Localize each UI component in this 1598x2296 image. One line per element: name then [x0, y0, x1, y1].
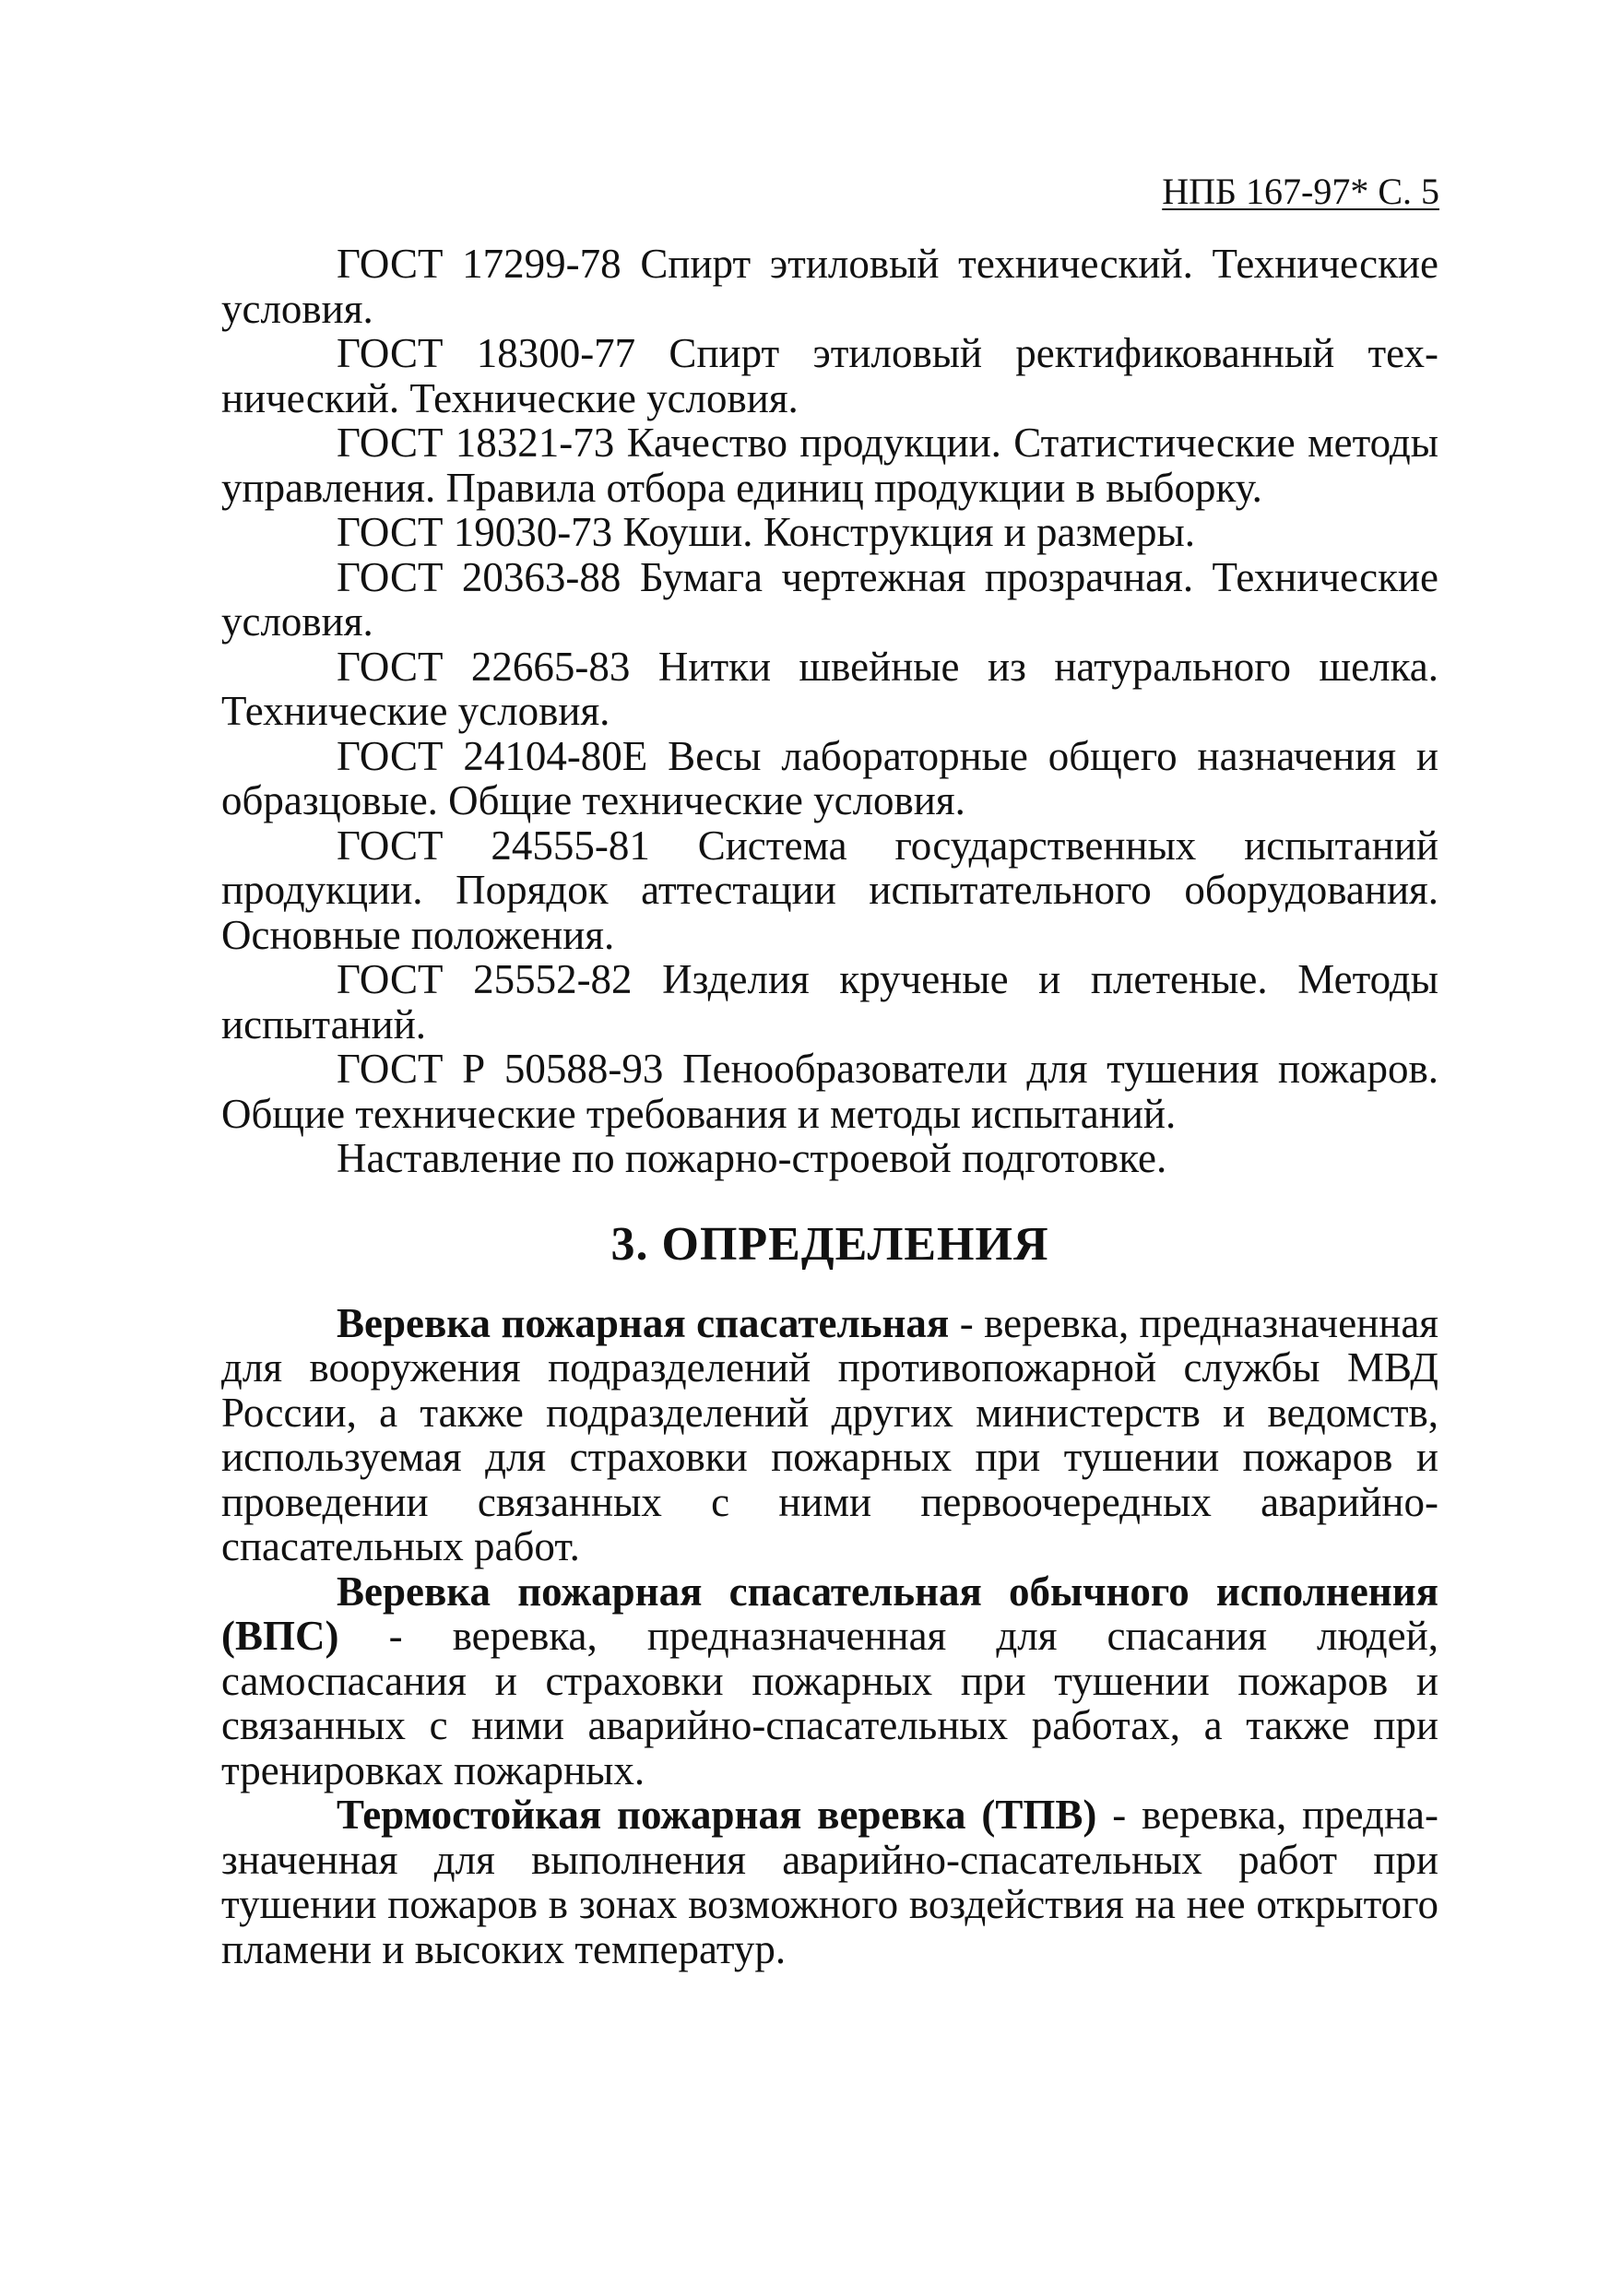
reference-item: ГОСТ 25552-82 Изделия крученые и плетеные. Методы испытаний. [221, 956, 1438, 1047]
definition-term: Веревка пожарная спасательная обычного исполнения (ВПС) [221, 1568, 1438, 1659]
reference-item: ГОСТ 22665-83 Нитки швейные из натурального шелка. Технические условия. [221, 643, 1438, 734]
running-head: НПБ 167-97* С. 5 [1162, 171, 1439, 212]
definition-term: Термостойкая пожарная веревка (ТПВ) [337, 1792, 1097, 1838]
definition-item [221, 1301, 1438, 1569]
reference-item: ГОСТ 18321-73 Качество продукции. Статистические методы управления. Правила отбора единиц продукции в выборку. [221, 420, 1438, 511]
definition-item [221, 1793, 1438, 1971]
reference-item: ГОСТ 19030-73 Коуши. Конструкция и размеры. [337, 509, 1196, 555]
reference-item: ГОСТ 18300-77 Спирт этиловый ректификованный технический. Технические условия. [221, 330, 1438, 421]
definition-text: - веревка, предназначенная для вооружения подразделений противопожарной службы МВД России, а также подразделений других министерств и ведомств, используемая для страховки пожарных при тушении пожаров и проведении связанных с ними первоочередных аварийно-спасательных работ. [221, 1299, 1438, 1569]
reference-item: ГОСТ 24555-81 Система государственных испытаний продукции. Порядок аттестации испытательного оборудования. Основные положения. [221, 822, 1438, 958]
section-heading: 3. ОПРЕДЕЛЕНИЯ [610, 1217, 1049, 1271]
reference-item: ГОСТ 17299-78 Спирт этиловый технический. Технические условия. [221, 241, 1438, 332]
definition-text: - веревка, предназначенная для спасания людей, самоспасания и страховки пожарных при тушении пожаров и связанных с ними аварийно-спасательных работах, а также при тренировках пожарных. [221, 1613, 1438, 1793]
reference-item: ГОСТ Р 50588-93 Пенообразователи для тушения пожаров. Общие технические требования и методы испытаний. [221, 1046, 1438, 1137]
definitions-list [221, 1301, 1438, 1972]
reference-item: Наставление по пожарно-строевой подготовке. [337, 1135, 1167, 1181]
page-content [221, 242, 1438, 1971]
references-list [221, 242, 1438, 1181]
reference-item: ГОСТ 20363-88 Бумага чертежная прозрачная. Технические условия. [221, 553, 1438, 645]
definition-item [221, 1569, 1438, 1793]
definition-term: Веревка пожарная спасательная [337, 1299, 950, 1346]
definition-text: - веревка, предназначенная для выполнения аварийно-спасательных работ при тушении пожаров в зонах возможного воздействия на нее открытого пламени и высоких температур. [221, 1792, 1439, 1972]
reference-item: ГОСТ 24104-80Е Весы лабораторные общего назначения и образцовые. Общие технические условия. [221, 732, 1438, 823]
